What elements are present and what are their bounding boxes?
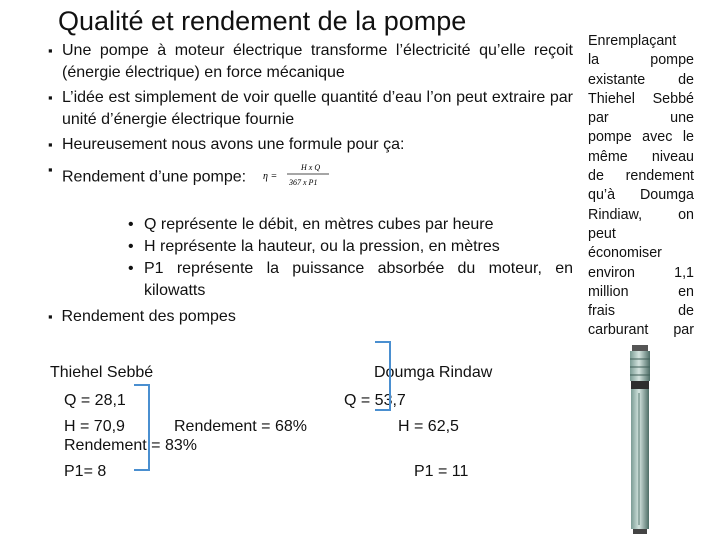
sidebar-line: Enremplaçant — [588, 33, 677, 49]
pump2-name: Doumga Rindaw — [374, 364, 493, 381]
dot-bullet-icon: • — [128, 260, 134, 277]
dot-bullet-icon: • — [128, 238, 134, 255]
bullet-1-text: Une pompe à moteur électrique transforme l’électricité qu’elle reçoit (énergie électrique) en force mécanique — [62, 42, 573, 81]
square-bullet-icon: ▪ — [48, 309, 53, 324]
formula-denominator: 367 x P1 — [288, 178, 318, 187]
slide-title: Qualité et rendement de la pompe — [58, 6, 467, 36]
pump2-h: H = 62,5 — [398, 418, 459, 435]
sidebar-line: existante de — [588, 71, 694, 88]
pump1-h: H = 70,9 — [64, 418, 125, 435]
submersible-pump-image — [623, 345, 657, 535]
pump2-q: Q = 53,7 — [344, 392, 406, 409]
sidebar-line: de rendement — [588, 168, 694, 185]
formula-numerator: H x Q — [300, 163, 320, 172]
bullet-2-text: L’idée est simplement de voir quelle quantité d’eau l’on peut extraire par unité d’énergie électrique fournie — [62, 89, 573, 128]
sidebar-line: carburant par — [588, 322, 694, 339]
sub-bullet-2-text: H représente la hauteur, ou la pression, en mètres — [144, 238, 500, 255]
bullet-4-text: Rendement d’une pompe: — [62, 168, 247, 186]
sidebar-line: Thiehel Sebbé — [588, 90, 694, 107]
pump1-name: Thiehel Sebbé — [50, 364, 154, 381]
square-bullet-icon: ▪ — [48, 137, 53, 152]
sidebar-line: pompe avec le — [588, 129, 694, 146]
sidebar-line: économiser — [588, 245, 662, 262]
sidebar-line: million en — [588, 283, 694, 300]
square-bullet-icon: ▪ — [48, 90, 53, 105]
sidebar-line: la pompe — [588, 52, 694, 69]
sidebar-text — [588, 32, 694, 341]
sidebar-line: frais de — [588, 303, 694, 320]
pump1-q: Q = 28,1 — [64, 392, 126, 409]
sidebar-line: Rindiaw, on — [588, 206, 694, 223]
pump1-p1: P1= 8 — [64, 463, 107, 480]
sub-bullet-1-text: Q représente le débit, en mètres cubes par heure — [144, 216, 494, 233]
sidebar-line: qu’à Doumga — [588, 187, 694, 204]
pump1-bracket — [134, 385, 149, 470]
sidebar-line: même niveau — [588, 148, 694, 165]
sub-bullet-3-text: P1 représente la puissance absorbée du moteur, en kilowatts — [144, 260, 573, 299]
sidebar-line: peut — [588, 225, 616, 242]
square-bullet-icon: ▪ — [48, 43, 53, 58]
pump1-rendement: Rendement = 83% — [64, 437, 197, 454]
bullet-3-text: Heureusement nous avons une formule pour ça: — [62, 136, 405, 153]
square-bullet-icon: ▪ — [48, 162, 53, 177]
formula-lhs: η = — [262, 171, 277, 182]
pump2-rendement: Rendement = 68% — [174, 418, 307, 435]
pump2-bracket — [375, 342, 390, 410]
sidebar-line: par une — [588, 110, 694, 127]
dot-bullet-icon: • — [128, 216, 134, 233]
bullet-5-text: Rendement des pompes — [61, 308, 236, 325]
sidebar-line: environ 1,1 — [588, 264, 694, 281]
pump2-p1: P1 = 11 — [414, 463, 469, 480]
